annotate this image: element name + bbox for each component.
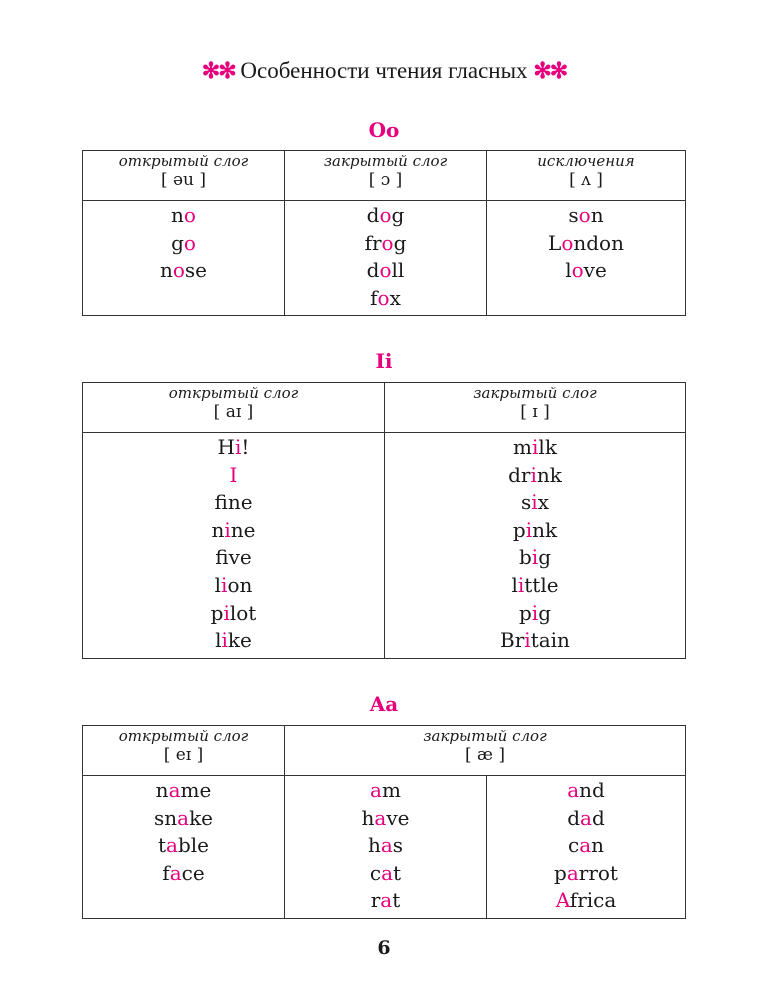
word (285, 805, 486, 833)
column-label: исключения (537, 152, 635, 170)
header-cell (83, 383, 385, 433)
word-part: p (518, 600, 532, 625)
word-part: n (590, 203, 604, 227)
asterisk-icon: ✻✻ (533, 58, 567, 83)
word (83, 489, 384, 517)
highlighted-vowel: a (381, 860, 394, 885)
word (487, 257, 685, 285)
highlighted-vowel: a (380, 888, 393, 913)
word-part: d (366, 203, 380, 227)
word-part: s (392, 833, 404, 858)
word-part: h (361, 805, 375, 830)
column-label: открытый слог (118, 152, 249, 170)
word-part: d (567, 805, 581, 830)
highlighted-vowel: o (561, 230, 574, 255)
word-part: nk (536, 462, 562, 487)
word-part: l (511, 572, 518, 597)
word-part: nk (532, 517, 558, 542)
section-heading-o: Oo (368, 118, 400, 142)
word-part: x (537, 490, 549, 515)
word-part: r (370, 888, 381, 913)
highlighted-vowel: a (166, 833, 178, 858)
word (487, 887, 685, 915)
highlighted-vowel: A (555, 888, 570, 913)
word-part: se (184, 258, 208, 283)
word-part: d (366, 258, 380, 283)
word-part: ve (583, 258, 607, 283)
word-part: t (393, 860, 402, 885)
word-part: g (393, 230, 407, 255)
header-cell (285, 151, 487, 201)
word-part: ttle (524, 572, 559, 597)
highlighted-vowel: i (221, 628, 228, 653)
word-part: nd (579, 778, 605, 802)
word-cell (83, 433, 385, 659)
word-part: dr (508, 462, 531, 487)
word-part: g (538, 545, 552, 570)
highlighted-vowel: a (566, 860, 579, 885)
ipa-symbol: [ eɪ ] (163, 745, 204, 765)
ipa-symbol: [ æ ] (464, 745, 506, 765)
word-cell (285, 776, 487, 919)
header-cell (385, 383, 686, 433)
word-part: f (162, 860, 170, 885)
highlighted-vowel: o (578, 203, 591, 227)
word-part: s (521, 490, 532, 515)
word-part: me (180, 778, 212, 802)
word-part: f (214, 490, 228, 515)
word-part: lot (229, 600, 257, 625)
word-part: f (215, 545, 229, 570)
highlighted-vowel: i (531, 490, 538, 515)
column-label: закрытый слог (473, 384, 597, 402)
ipa-symbol: [ ɔ ] (368, 170, 403, 190)
word (83, 517, 384, 545)
highlighted-vowel: i (221, 572, 228, 597)
word-part: frica (569, 888, 617, 913)
word-part: n (211, 517, 225, 542)
word (385, 434, 685, 462)
word-part: x (389, 285, 401, 310)
word (285, 777, 486, 805)
word-cell (385, 433, 686, 659)
word (385, 517, 685, 545)
word-part: b (518, 545, 532, 570)
word-part: c (369, 860, 382, 885)
word (285, 832, 486, 860)
word-list (385, 433, 685, 658)
word-part: ne (230, 517, 256, 542)
section-heading-a: Aa (369, 692, 399, 716)
word (385, 544, 685, 572)
word-list (487, 776, 685, 918)
word (487, 805, 685, 833)
word-part: g (171, 230, 184, 255)
highlighted-vowel: o (183, 203, 196, 227)
word-part: fr (364, 230, 382, 255)
word-cell (487, 776, 686, 919)
word-part: l (565, 258, 572, 283)
word-part: t (157, 833, 167, 858)
word (83, 600, 384, 628)
word-part: ce (181, 860, 205, 885)
highlighted-vowel: o (172, 258, 185, 283)
word (385, 489, 685, 517)
word (385, 462, 685, 490)
word (487, 777, 685, 805)
word (385, 600, 685, 628)
ipa-symbol: [ ɪ ] (520, 402, 550, 422)
word-part: l (214, 572, 222, 597)
word-part: ke (227, 628, 252, 653)
word-cell (487, 201, 686, 316)
highlighted-vowel: i (531, 600, 539, 625)
word-part: L (548, 230, 562, 255)
word (487, 832, 685, 860)
word-part: ke (189, 805, 214, 830)
vowel-table-a (82, 725, 686, 919)
highlighted-vowel: o (379, 203, 392, 227)
word-list (487, 201, 685, 288)
word (83, 544, 384, 572)
word-part: m (513, 435, 533, 459)
word-part: ndon (573, 230, 624, 255)
highlighted-vowel: a (567, 778, 580, 802)
highlighted-vowel: a (380, 833, 393, 858)
word-part: n (155, 778, 169, 802)
word (285, 860, 486, 888)
highlighted-vowel: a (370, 778, 382, 802)
word (83, 434, 384, 462)
word (83, 462, 384, 490)
column-label: открытый слог (168, 384, 299, 402)
word (83, 257, 284, 285)
word-part: m (381, 778, 401, 802)
header-cell (83, 726, 285, 776)
asterisk-icon: ✻✻ (201, 58, 235, 83)
word (83, 230, 284, 258)
word (285, 202, 486, 230)
vowel-table-i (82, 382, 686, 659)
header-cell (487, 151, 686, 201)
word-part: n (591, 833, 605, 858)
column-label: открытый слог (118, 727, 249, 745)
word-part: tain (530, 628, 570, 653)
header-cell (83, 151, 285, 201)
highlighted-vowel: i (532, 435, 539, 459)
ipa-symbol: [ aɪ ] (213, 402, 254, 422)
word (285, 887, 486, 915)
ipa-symbol: [ ʌ ] (569, 170, 603, 190)
highlighted-vowel: a (579, 833, 592, 858)
highlighted-vowel: a (177, 805, 190, 830)
word-part: ! (241, 435, 250, 459)
word-part: rrot (578, 860, 618, 885)
word (487, 230, 685, 258)
highlighted-vowel: o (571, 258, 584, 283)
highlighted-vowel: i (224, 517, 231, 542)
word (487, 860, 685, 888)
word-part: ve (228, 545, 252, 570)
header-cell (285, 726, 686, 776)
word-list (83, 201, 284, 288)
word-part: lk (538, 435, 557, 459)
section-heading-i: Ii (375, 349, 393, 373)
word-part: ll (391, 258, 405, 283)
word (83, 805, 284, 833)
highlighted-vowel: o (379, 258, 392, 283)
word-part: g (538, 600, 552, 625)
word-part: p (210, 600, 224, 625)
word-part: h (367, 833, 381, 858)
highlighted-vowel: o (183, 230, 196, 255)
highlighted-vowel: i (525, 517, 533, 542)
word (83, 860, 284, 888)
page-number: 6 (377, 937, 391, 959)
word-cell (83, 201, 285, 316)
word-part: n (159, 258, 173, 283)
highlighted-vowel: a (168, 778, 181, 802)
word (385, 627, 685, 655)
highlighted-vowel: i (530, 462, 537, 487)
word-part: ne (227, 490, 253, 515)
word-part: p (554, 860, 567, 885)
word-part: l (215, 628, 222, 653)
word-part: d (591, 805, 605, 830)
word (285, 285, 486, 313)
word (83, 572, 384, 600)
word (385, 572, 685, 600)
word-part: on (227, 572, 253, 597)
word-part: Br (500, 628, 525, 653)
highlighted-vowel: i (531, 545, 539, 570)
word-part: ve (386, 805, 410, 830)
highlighted-vowel: I (229, 462, 238, 487)
word-part: sn (153, 805, 178, 830)
word-part: s (568, 203, 579, 227)
highlighted-vowel: i (517, 572, 525, 597)
word-list (285, 201, 486, 315)
highlighted-vowel: i (524, 628, 531, 653)
word-part: t (392, 888, 401, 913)
page-title (0, 58, 768, 84)
word-list (83, 776, 284, 890)
word-part: f (370, 285, 378, 310)
word (487, 202, 685, 230)
word-list (285, 776, 486, 918)
column-label: закрытый слог (323, 152, 448, 170)
word-part: ble (177, 833, 210, 858)
highlighted-vowel: o (381, 230, 394, 255)
word (285, 230, 486, 258)
word (83, 777, 284, 805)
word (83, 627, 384, 655)
vowel-table-o (82, 150, 686, 316)
word (285, 257, 486, 285)
column-label: закрытый слог (423, 727, 547, 745)
page-title-text: Особенности чтения гласных (240, 58, 528, 83)
highlighted-vowel: o (377, 285, 390, 310)
highlighted-vowel: a (374, 805, 387, 830)
word-part: n (171, 203, 184, 227)
ipa-symbol: [ əu ] (160, 170, 207, 190)
word-part: c (567, 833, 580, 858)
highlighted-vowel: i (235, 435, 242, 459)
highlighted-vowel: i (223, 600, 230, 625)
word-part: g (391, 203, 405, 227)
word-list (83, 433, 384, 658)
word-part: p (512, 517, 526, 542)
word (83, 202, 284, 230)
word-part: H (217, 435, 235, 459)
highlighted-vowel: a (580, 805, 592, 830)
word-cell (285, 201, 487, 316)
word (83, 832, 284, 860)
word-cell (83, 776, 285, 919)
highlighted-vowel: a (169, 860, 182, 885)
